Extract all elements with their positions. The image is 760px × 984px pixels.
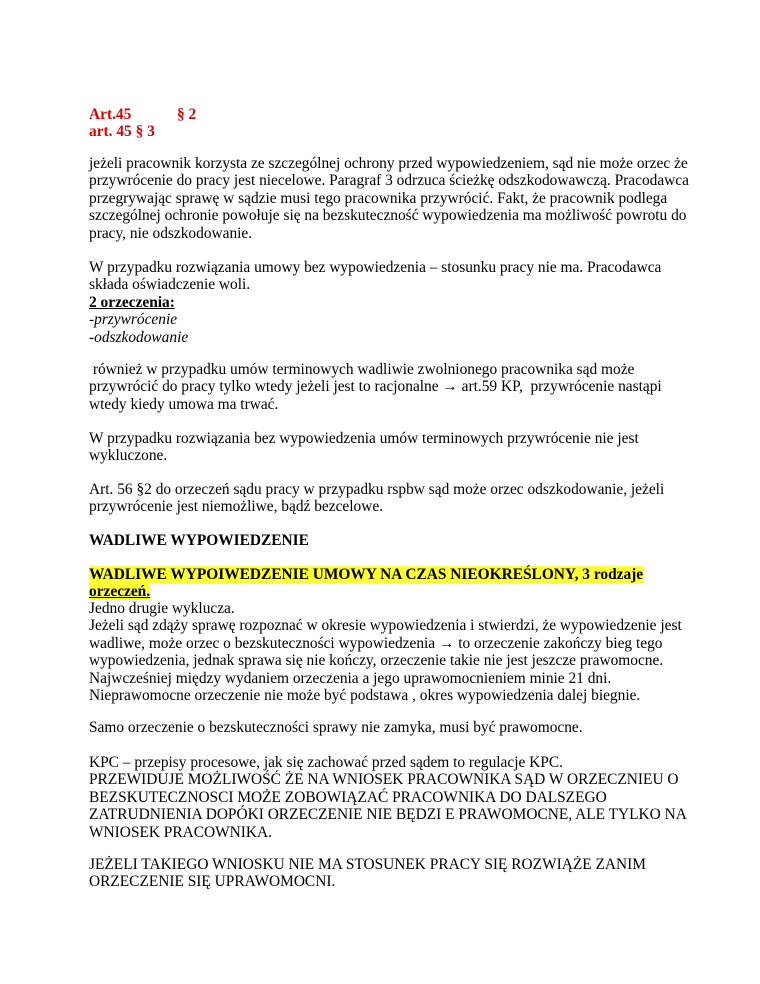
text-line: JEŻELI TAKIEGO WNIOSKU NIE MA STOSUNEK PRACY SIĘ ROZWIĄŻE ZANIM — [89, 856, 646, 873]
text-line: jeżeli pracownik korzysta ze szczególnej ochrony przed wypowiedzeniem, sąd nie może orzec że — [89, 155, 688, 172]
text-line: Jedno drugie wyklucza. — [89, 600, 235, 617]
text-line: PRZEWIDUJE MOŻLIWOŚĆ ŻE NA WNIOSEK PRACOWNIKA SĄD W ORZECZNIEU O — [89, 771, 679, 789]
text-line: W przypadku rozwiązania bez wypowiedzenia umów terminowych przywrócenie nie jest — [89, 430, 639, 447]
paragraph-fixed-term-no-notice — [89, 430, 679, 465]
paragraph-special-protection — [89, 155, 689, 242]
paragraph-2-label: § 2 — [177, 106, 197, 123]
text-line: przywrócenie do pracy jest niecelowe. Paragraf 3 odrzuca ścieżkę odszkodowawczą. Pracodawca — [89, 172, 689, 190]
text-line: przywrócić do pracy tylko wtedy jeżeli jest to racjonalne → art.59 KP, przywrócenie nastąpi — [89, 378, 662, 396]
text-line: Samo orzeczenie o bezskuteczności sprawy nie zamyka, musi być prawomocne. — [89, 719, 583, 736]
text-line: wykluczone. — [89, 447, 168, 465]
highlighted-heading-line: WADLIWE WYPOIWEDZENIE UMOWY NA CZAS NIEOKREŚLONY, 3 rodzaje — [89, 566, 644, 583]
section-title-text: WADLIWE WYPOWIEDZENIE — [89, 532, 309, 549]
paragraph-final-judgment — [89, 719, 679, 736]
text-line: wypowiedzenia, jednak sprawa się nie kończy, orzeczenie takie nie jest jeszcze prawomocne. — [89, 652, 664, 670]
text-line: W przypadku rozwiązania umowy bez wypowiedzenia – stosunku pracy nie ma. Pracodawca — [89, 259, 662, 276]
paragraph-defective-notice — [89, 600, 682, 705]
paragraph-no-request — [89, 856, 679, 891]
article-heading — [89, 106, 679, 141]
text-line: przywrócenie jest niemożliwe, bądź bezcelowe. — [89, 498, 383, 516]
paragraph-fixed-term — [89, 361, 679, 413]
text-line: również w przypadku umów terminowych wadliwie zwolnionego pracownika sąd może — [89, 361, 635, 378]
article-45-par-3-label: art. 45 § 3 — [89, 123, 155, 141]
text-line: wtedy kiedy umowa ma trwać. — [89, 395, 279, 413]
highlighted-heading-line: orzeczeń. — [89, 583, 151, 601]
orzeczenia-title: 2 orzeczenia: — [89, 293, 175, 311]
highlighted-heading — [89, 566, 679, 601]
text-line: przegrywając sprawę w sądzie musi tego pracownika przywrócić. Fakt, że pracownik podlega — [89, 189, 668, 207]
text-line: Art. 56 §2 do orzeczeń sądu pracy w przypadku rspbw sąd może orzec odszkodowanie, jeżeli — [89, 481, 665, 498]
text-line: Jeżeli sąd zdąży sprawę rozpoznać w okresie wypowiedzenia i stwierdzi, że wypowiedzenie jest — [89, 617, 682, 635]
text-line: ZATRUDNIENIA DOPÓKI ORZECZENIE NIE BĘDZI E PRAWOMOCNE, ALE TYLKO NA — [89, 806, 687, 824]
text-line: składa oświadczenie woli. — [89, 276, 251, 294]
text-line: Nieprawomocne orzeczenie nie może być podstawa , okres wypowiedzenia dalej biegnie. — [89, 687, 641, 705]
text-line: pracy, nie odszkodowanie. — [89, 224, 253, 242]
article-45-label: Art.45 — [89, 106, 132, 123]
text-line: BEZSKUTECZNOSCI MOŻE ZOBOWIĄZAĆ PRACOWNIKA DO DALSZEGO — [89, 788, 607, 806]
text-line: WNIOSEK PRACOWNIKA. — [89, 823, 272, 841]
text-line: wadliwe, może orzec o bezskuteczności wypowiedzenia → to orzeczenie zakończy bieg tego — [89, 634, 663, 652]
paragraph-kpc — [89, 754, 687, 841]
text-line: ORZECZENIE SIĘ UPRAWOMOCNI. — [89, 873, 336, 891]
section-title — [89, 532, 679, 549]
orzeczenia-item: -przywrócenie — [89, 311, 178, 329]
text-line: Najwcześniej między wydaniem orzeczenia a jego uprawomocnieniem minie 21 dni. — [89, 669, 612, 687]
text-line: KPC – przepisy procesowe, jak się zachować przed sądem to regulacje KPC. — [89, 754, 563, 771]
paragraph-art-56 — [89, 481, 679, 516]
orzeczenia-item: -odszkodowanie — [89, 328, 189, 346]
paragraph-no-notice — [89, 259, 679, 346]
text-line: szczególnej ochronie powołuje się na bezskuteczność wypowiedzenia ma możliwość powrotu do — [89, 207, 687, 225]
